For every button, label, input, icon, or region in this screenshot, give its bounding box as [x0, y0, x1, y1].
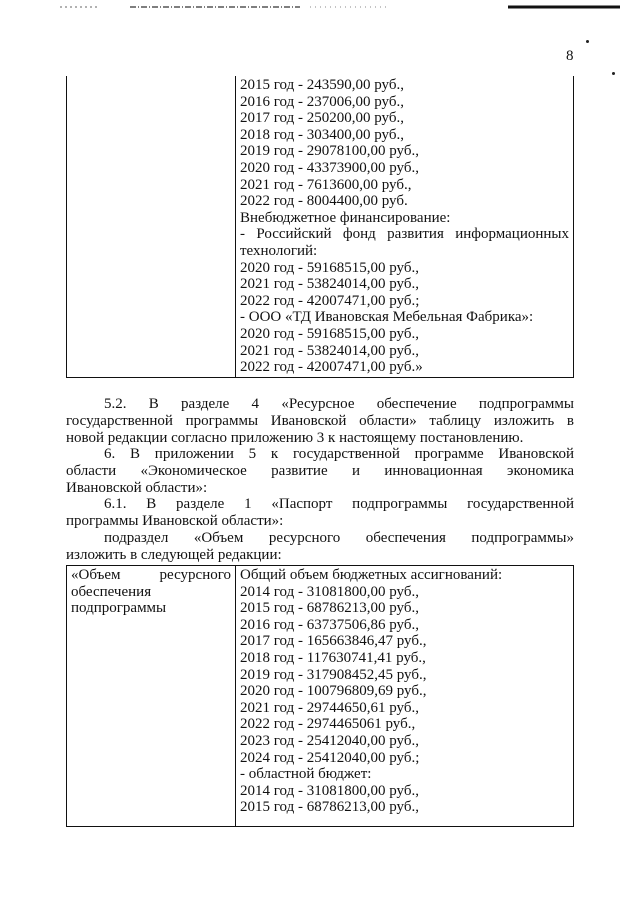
paragraph-line: государственной программы Ивановской области» таблицу изложить в — [66, 413, 574, 429]
paragraph-5-2 — [66, 396, 574, 447]
paragraph-line: области «Экономическое развитие и инновационная экономика — [66, 463, 574, 479]
text-line: 2020 год - 59168515,00 руб., — [240, 325, 419, 342]
text-line: 2016 год - 63737506,86 руб., — [240, 616, 419, 633]
label-line: подпрограммы — [71, 600, 167, 617]
allocation-lines — [240, 567, 569, 816]
text-line: 2014 год - 31081800,00 руб., — [240, 583, 419, 600]
text-line: 2022 год - 2974465061 руб., — [240, 716, 416, 733]
scan-artifact-top — [60, 4, 620, 10]
text-line: 2017 год - 250200,00 руб., — [240, 110, 404, 127]
paragraph-line: подраздел «Объем ресурсного обеспечения подпрограммы» — [104, 530, 574, 546]
text-line: 2015 год - 68786213,00 руб., — [240, 600, 419, 617]
resource-volume-table — [66, 565, 574, 827]
text-line: 2017 год - 165663846,47 руб., — [240, 633, 427, 650]
paragraph-line: Ивановской области»: — [66, 480, 208, 496]
paragraph-line: 5.2. В разделе 4 «Ресурсное обеспечение подпрограммы — [104, 396, 574, 412]
text-line: 2023 год - 25412040,00 руб., — [240, 732, 419, 749]
text-line: 2021 год - 53824014,00 руб., — [240, 342, 419, 359]
text-line: 2019 год - 29078100,00 руб., — [240, 143, 419, 160]
text-line: - ООО «ТД Ивановская Мебельная Фабрика»: — [240, 309, 534, 326]
text-line: 2015 год - 243590,00 руб., — [240, 77, 404, 93]
paragraph-line: программы Ивановской области»: — [66, 513, 284, 529]
paragraph-6 — [66, 446, 574, 497]
text-line: - областной бюджет: — [240, 766, 372, 783]
page-number: 8 — [566, 48, 574, 64]
funding-table-continued — [66, 76, 574, 378]
paragraph-line: новой редакции согласно приложению 3 к настоящему постановлению. — [66, 430, 524, 446]
text-line: Внебюджетное финансирование: — [240, 209, 451, 226]
text-line: Общий объем бюджетных ассигнований: — [240, 567, 503, 583]
text-line: 2024 год - 25412040,00 руб.; — [240, 749, 420, 766]
text-line: 2020 год - 100796809,69 руб., — [240, 683, 427, 700]
label-line: обеспечения — [71, 583, 152, 600]
paragraph-subsection — [66, 530, 574, 564]
scan-speck — [586, 40, 589, 43]
text-line: технологий: — [240, 242, 318, 259]
text-line: 2022 год - 8004400,00 руб. — [240, 193, 408, 210]
text-line: 2019 год - 317908452,45 руб., — [240, 666, 427, 683]
paragraph-6-1 — [66, 496, 574, 530]
text-line: 2020 год - 43373900,00 руб., — [240, 159, 419, 176]
label-line: «Объем ресурсного — [71, 567, 231, 583]
text-line: 2018 год - 117630741,41 руб., — [240, 649, 426, 666]
text-line: 2018 год - 303400,00 руб., — [240, 126, 404, 143]
paragraph-line: 6. В приложении 5 к государственной программе Ивановской — [104, 446, 574, 462]
scan-speck — [612, 72, 615, 75]
text-line: 2021 год - 29744650,61 руб., — [240, 699, 419, 716]
text-line: 2020 год - 59168515,00 руб., — [240, 259, 419, 276]
table2-label-cell — [67, 566, 236, 827]
table2-value-cell — [236, 566, 574, 827]
text-line: 2016 год - 237006,00 руб., — [240, 93, 404, 110]
text-line: 2022 год - 42007471,00 руб.; — [240, 292, 420, 309]
text-line: - Российский фонд развития информационных — [240, 226, 569, 243]
table1-left-cell — [67, 76, 236, 377]
paragraph-line: 6.1. В разделе 1 «Паспорт подпрограммы государственной — [104, 496, 574, 512]
text-line: 2015 год - 68786213,00 руб., — [240, 799, 419, 816]
text-line: 2022 год - 42007471,00 руб.» — [240, 359, 423, 376]
text-line: 2021 год - 7613600,00 руб., — [240, 176, 412, 193]
text-line: 2021 год - 53824014,00 руб., — [240, 276, 419, 293]
paragraph-line: изложить в следующей редакции: — [66, 547, 282, 563]
text-line: 2014 год - 31081800,00 руб., — [240, 782, 419, 799]
table1-right-cell — [236, 76, 574, 377]
funding-lines — [240, 77, 569, 376]
